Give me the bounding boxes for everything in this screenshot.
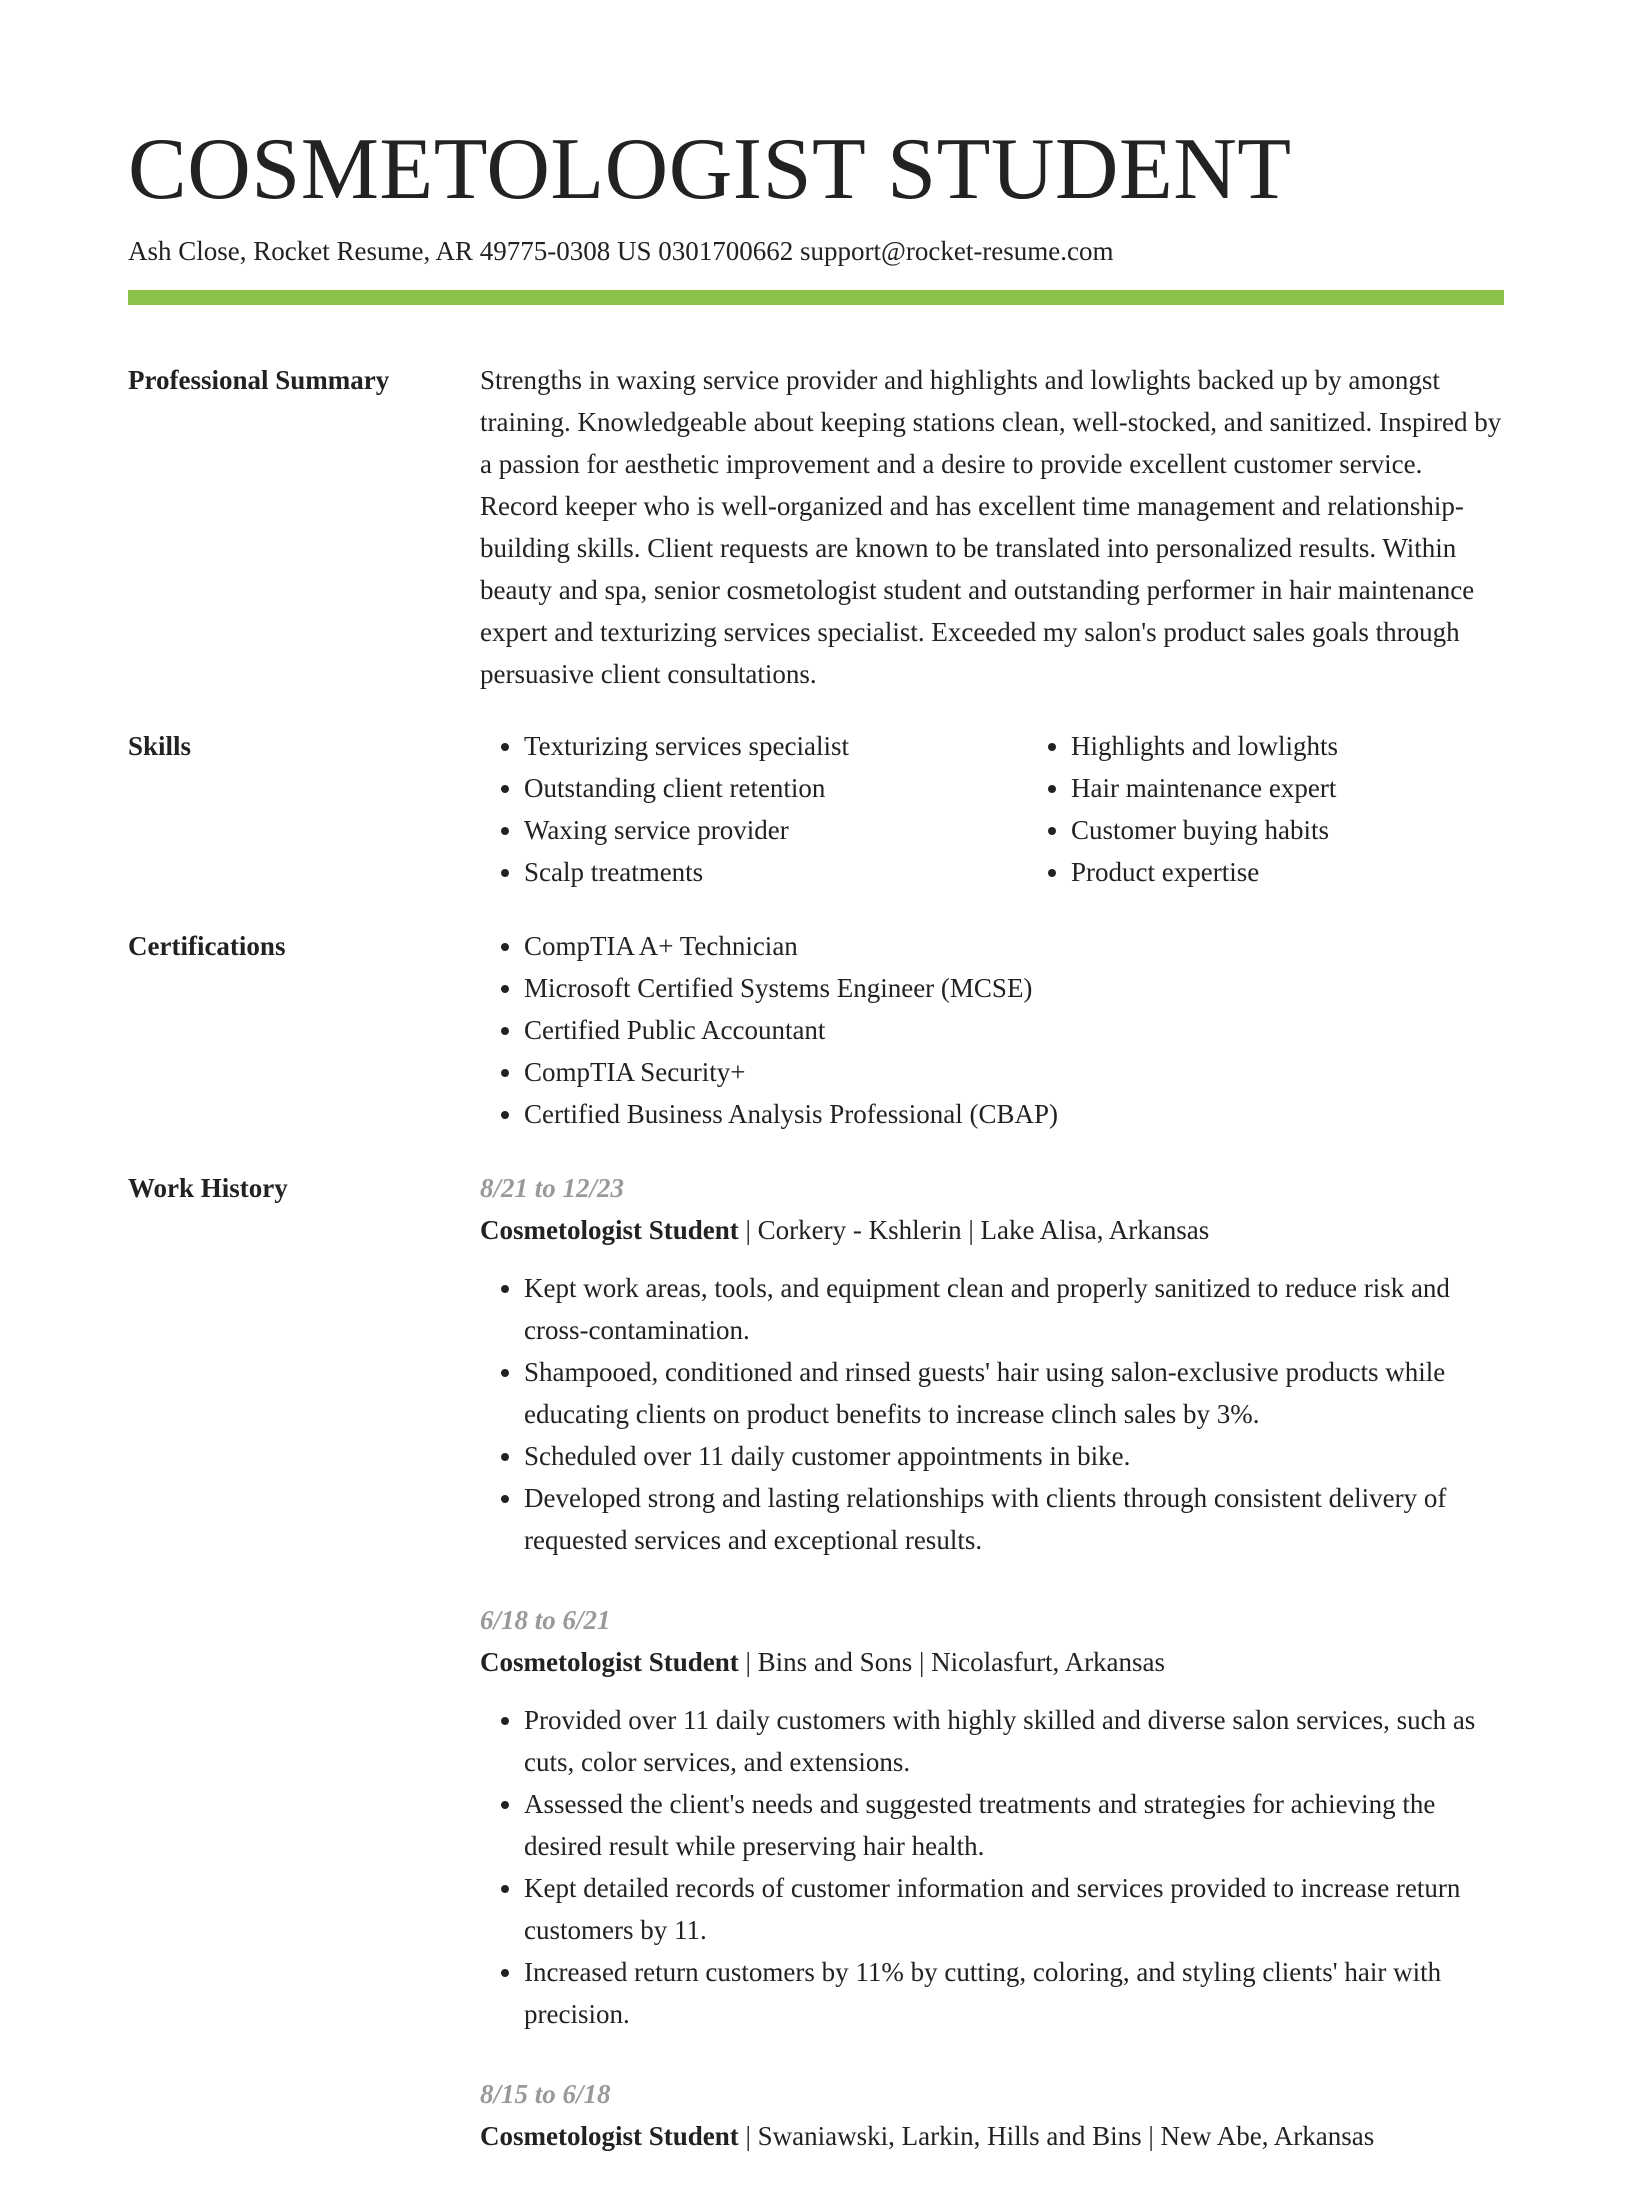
- job-title-line: [480, 1641, 1504, 1683]
- certifications-section: [128, 925, 1504, 1135]
- certifications-heading: Certifications: [128, 931, 286, 961]
- work-history-heading: Work History: [128, 1173, 288, 1203]
- job-duty: • Shampooed, conditioned and rinsed guests' hair using salon-exclusive products while educating clients on product benefits to increase clinch sales by 3%.: [524, 1351, 1504, 1435]
- job-employer-location: | Bins and Sons | Nicolasfurt, Arkansas: [738, 1647, 1166, 1677]
- contact-info: Ash Close, Rocket Resume, AR 49775-0308 US 0301700662 support@rocket-resume.com: [128, 236, 1114, 266]
- job-dates: 8/21 to 12/23: [480, 1173, 625, 1203]
- skill-item: • Highlights and lowlights: [1071, 725, 1338, 767]
- job-title-line: [480, 2115, 1504, 2157]
- skill-item: • Outstanding client retention: [524, 767, 1027, 809]
- skills-list-left: [480, 725, 1027, 893]
- job-duty: • Increased return customers by 11% by cutting, coloring, and styling clients' hair with precision.: [524, 1951, 1504, 2035]
- job-duty: • Provided over 11 daily customers with highly skilled and diverse salon services, such as cuts, color services, and extensions.: [524, 1699, 1504, 1783]
- work-history-section: [128, 1167, 1504, 2195]
- summary-body: [480, 359, 1504, 695]
- job-entry: [480, 2073, 1504, 2157]
- skills-heading: Skills: [128, 731, 192, 761]
- job-role: Cosmetologist Student: [480, 1215, 739, 1245]
- certifications-body: [480, 925, 1504, 1135]
- skills-list-right: [1027, 725, 1338, 893]
- certification-item: • CompTIA Security+: [524, 1051, 1504, 1093]
- summary-text: Strengths in waxing service provider and highlights and lowlights backed up by amongst training. Knowledgeable about keeping stations clean, well-stocked, and sanitized. Inspired by a passion for aesthetic improvement and a desire to provide excellent customer service. Record keeper who is well-organized and has excellent time management and relationship-building skills. Client requests are known to be translated into personalized results. Within beauty and spa, senior cosmetologist student and outstanding performer in hair maintenance expert and texturizing services specialist. Exceeded my salon's product sales goals through persuasive client consultations.: [480, 365, 1502, 689]
- certification-item: • Certified Public Accountant: [524, 1009, 1504, 1051]
- skills-body: [480, 725, 1504, 893]
- certifications-list: [480, 925, 1504, 1135]
- job-duty: • Kept work areas, tools, and equipment clean and properly sanitized to reduce risk and cross-contamination.: [524, 1267, 1504, 1351]
- job-role: Cosmetologist Student: [480, 2121, 739, 2151]
- job-role: Cosmetologist Student: [480, 1647, 739, 1677]
- skill-item: • Texturizing services specialist: [524, 725, 1027, 767]
- skill-item: • Customer buying habits: [1071, 809, 1338, 851]
- job-duty: • Kept detailed records of customer information and services provided to increase return customers by 11.: [524, 1867, 1504, 1951]
- job-dates: 8/15 to 6/18: [480, 2079, 611, 2109]
- job-duties-list: [480, 1699, 1504, 2035]
- skill-item: • Hair maintenance expert: [1071, 767, 1338, 809]
- job-employer-location: | Corkery - Kshlerin | Lake Alisa, Arkansas: [738, 1215, 1210, 1245]
- skill-item: • Scalp treatments: [524, 851, 1027, 893]
- skill-item: • Waxing service provider: [524, 809, 1027, 851]
- resume-title: COSMETOLOGIST STUDENT: [128, 121, 1292, 218]
- certification-item: • Certified Business Analysis Professional (CBAP): [524, 1093, 1504, 1135]
- job-entry: [480, 1599, 1504, 2035]
- job-duty: • Developed strong and lasting relationships with clients through consistent delivery of requested services and exceptional results.: [524, 1477, 1504, 1561]
- job-duty: • Scheduled over 11 daily customer appointments in bike.: [524, 1435, 1504, 1477]
- job-entry: [480, 1167, 1504, 1561]
- job-dates: 6/18 to 6/21: [480, 1605, 611, 1635]
- job-duty: • Assessed the client's needs and suggested treatments and strategies for achieving the desired result while preserving hair health.: [524, 1783, 1504, 1867]
- job-employer-location: | Swaniawski, Larkin, Hills and Bins | New Abe, Arkansas: [738, 2121, 1375, 2151]
- certification-item: • Microsoft Certified Systems Engineer (MCSE): [524, 967, 1504, 1009]
- resume-page: [128, 0, 1504, 2195]
- skill-item: • Product expertise: [1071, 851, 1338, 893]
- certification-item: • CompTIA A+ Technician: [524, 925, 1504, 967]
- summary-section: [128, 359, 1504, 695]
- skills-section: [128, 725, 1504, 893]
- header-accent-rule: [128, 290, 1504, 305]
- job-duties-list: [480, 1267, 1504, 1561]
- work-history-body: [480, 1167, 1504, 2195]
- job-title-line: [480, 1209, 1504, 1251]
- summary-heading: Professional Summary: [128, 365, 390, 395]
